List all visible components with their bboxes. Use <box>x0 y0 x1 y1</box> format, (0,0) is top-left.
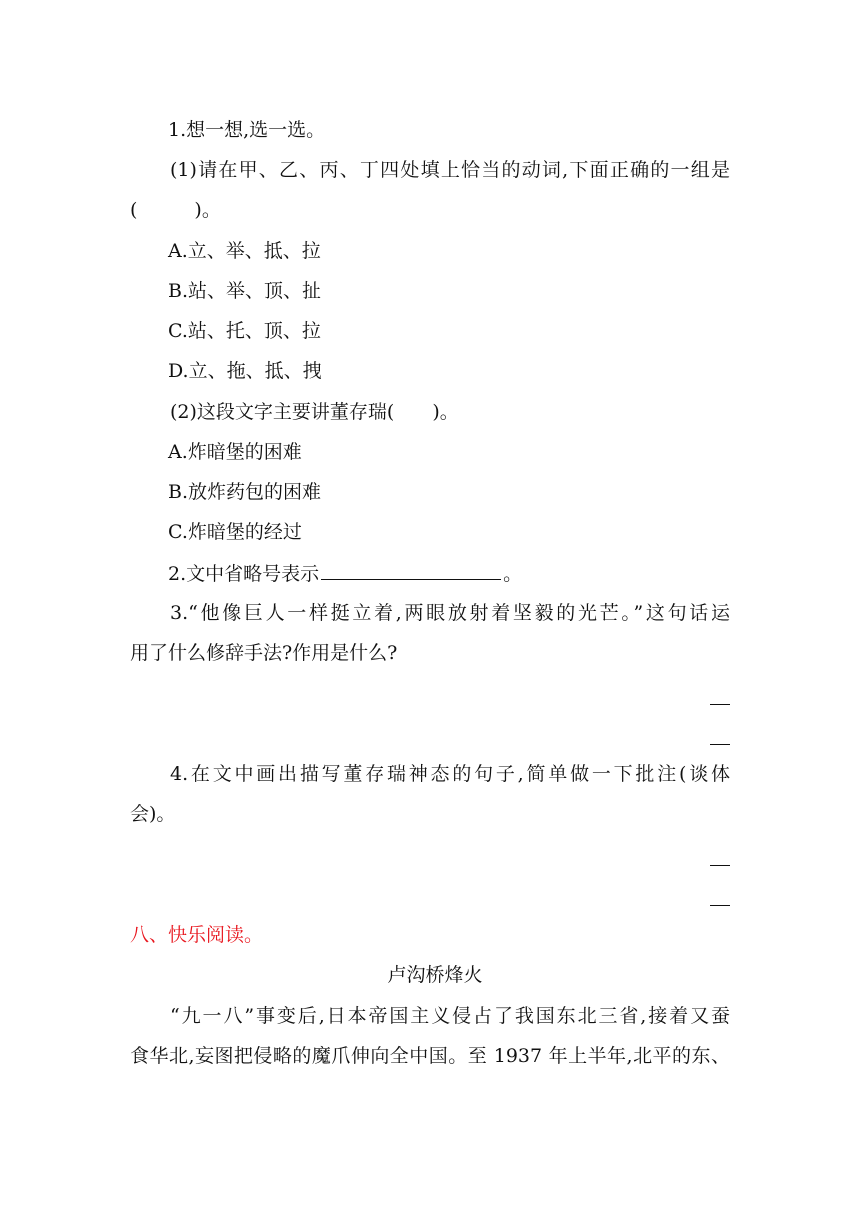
question-1-title: 1.想一想,选一选。 <box>168 119 326 141</box>
question-1-1-stem-line1: (1)请在甲、乙、丙、丁四处填上恰当的动词,下面正确的一组是 <box>170 159 730 181</box>
passage-line: “九一八”事变后,日本帝国主义侵占了我国东北三省,接着又蚕 <box>170 1005 730 1027</box>
option-1-1-d: D.立、拖、抵、拽 <box>168 360 322 382</box>
answer-line[interactable] <box>710 905 730 906</box>
passage-line: 食华北,妄图把侵略的魔爪伸向全中国。至 1937 年上半年,北平的东、 <box>130 1045 730 1067</box>
answer-line[interactable] <box>710 865 730 866</box>
question-4-line2: 会)。 <box>130 803 176 825</box>
question-4-line1: 4.在文中画出描写董存瑞神态的句子,简单做一下批注(谈体 <box>170 763 730 785</box>
option-1-2-b: B.放炸药包的困难 <box>168 481 322 503</box>
question-1-1-stem-line2: ( )。 <box>130 199 221 221</box>
question-2-answer-blank[interactable] <box>321 561 501 580</box>
answer-line[interactable] <box>710 744 730 745</box>
question-2-prefix: 2.文中省略号表示 <box>168 563 320 585</box>
question-3-line2: 用了什么修辞手法?作用是什么? <box>130 642 398 664</box>
question-1-2-stem: (2)这段文字主要讲董存瑞( )。 <box>170 401 459 423</box>
section-heading: 八、快乐阅读。 <box>130 924 264 946</box>
option-1-1-a: A.立、举、抵、拉 <box>168 240 321 262</box>
question-2 <box>168 561 522 586</box>
answer-line[interactable] <box>710 704 730 705</box>
passage-title: 卢沟桥烽火 <box>387 964 483 986</box>
question-2-suffix: 。 <box>503 563 523 585</box>
option-1-2-a: A.炸暗堡的困难 <box>168 441 302 463</box>
option-1-1-b: B.站、举、顶、扯 <box>168 280 322 302</box>
option-1-1-c: C.站、托、顶、拉 <box>168 320 321 342</box>
option-1-2-c: C.炸暗堡的经过 <box>168 521 302 543</box>
question-3-line1: 3.“他像巨人一样挺立着,两眼放射着坚毅的光芒。”这句话运 <box>170 602 730 624</box>
